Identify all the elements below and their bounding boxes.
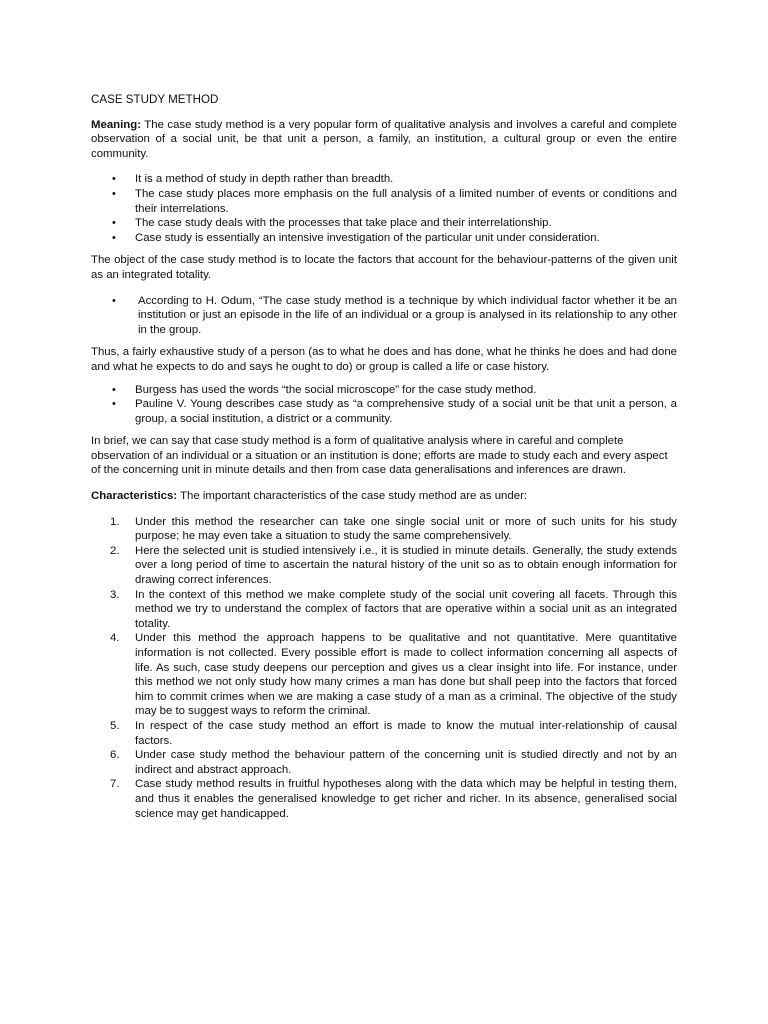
item-text: Under case study method the behaviour pattern of the concerning unit is studied directly and not by an indirect and abstract approach.: [135, 749, 677, 776]
thus-paragraph: Thus, a fairly exhaustive study of a person (as to what he does and has done, what he thinks he does and had done and what he expects to do and says he ought to do) or group is called a life or case history.: [91, 346, 677, 373]
item-number: 2.: [110, 544, 120, 557]
item-text: In the context of this method we make complete study of the social unit covering all facets. Through this method we try to understand the complex of factors that are operative within a social unit as an integrated totality.: [135, 588, 677, 630]
list-item: • Case study is essentially an intensive investigation of the particular unit under consideration.: [91, 231, 677, 246]
object-paragraph: The object of the case study method is to locate the factors that account for the behaviour-patterns of the given unit as an integrated totality.: [91, 254, 677, 281]
list-item: • It is a method of study in depth rather than breadth.: [91, 172, 677, 187]
odum-quote-list: [91, 294, 677, 338]
list-item: [91, 777, 677, 821]
meaning-paragraph: [91, 118, 677, 162]
list-item: [91, 631, 677, 719]
item-text: Case study method results in fruitful hypotheses along with the data which may be helpful in testing them, and thus it enables the generalised knowledge to get richer and richer. In its absence, generalised social science may get handicapped.: [135, 778, 677, 820]
list-item: • Burgess has used the words “the social microscope” for the case study method.: [91, 383, 677, 398]
list-item: • According to H. Odum, “The case study method is a technique by which individual factor whether it be an institution or just an episode in the life of an individual or a group is analysed in its relationship to any other in the group.: [91, 294, 677, 338]
list-item: • The case study places more emphasis on the full analysis of a limited number of events or conditions and their interrelations.: [91, 187, 677, 216]
characteristics-label: Characteristics:: [91, 490, 178, 503]
item-number: 3.: [110, 588, 120, 601]
list-item: [91, 515, 677, 544]
characteristics-text: The important characteristics of the case study method are as under:: [177, 490, 528, 503]
document-body: [91, 93, 677, 821]
item-number: 5.: [110, 719, 120, 732]
item-number: 4.: [110, 632, 120, 645]
document-title: CASE STUDY METHOD: [91, 93, 219, 106]
meaning-text: The case study method is a very popular form of qualitative analysis and involves a careful and complete observation of a social unit, be that unit a person, a family, an institution, a cultural group or even the entire community.: [91, 118, 677, 160]
brief-paragraph: In brief, we can say that case study method is a form of qualitative analysis where in careful and complete observation of an individual or a situation or an institution is done; efforts are made to study each and every aspect of the concerning unit in minute details and then from case data generalisations and inferences are drawn.: [91, 435, 668, 477]
list-item: • The case study deals with the processes that take place and their interrelationship.: [91, 216, 677, 231]
list-item: [91, 719, 677, 748]
item-text: Under this method the researcher can take one single social unit or more of such units for his study purpose; he may even take a situation to study the same comprehensively.: [135, 515, 677, 543]
meaning-label: Meaning:: [91, 118, 141, 131]
definitions-list: [91, 383, 677, 427]
item-number: 7.: [110, 778, 120, 791]
characteristics-list: [91, 515, 677, 821]
key-points-list: [91, 172, 677, 245]
list-item: [91, 588, 677, 632]
item-text: Here the selected unit is studied intensively i.e., it is studied in minute details. Generally, the study extends over a long period of time to ascertain the natural history of the unit so as to obtain enough information for drawing correct inferences.: [135, 544, 677, 587]
characteristics-paragraph: [91, 489, 677, 504]
list-item: [91, 544, 677, 588]
list-item: • Pauline V. Young describes case study as “a comprehensive study of a social unit be that unit a person, a group, a social institution, a district or a community.: [91, 397, 677, 426]
item-text: In respect of the case study method an effort is made to know the mutual inter-relationship of causal factors.: [135, 719, 677, 747]
list-item: [91, 748, 677, 777]
item-number: 1.: [110, 515, 120, 528]
item-text: Under this method the approach happens to be qualitative and not quantitative. Mere quantitative information is not collected. Every possible effort is made to collect information concerning all aspects of life. As such, case study deepens our perception and gives us a clear insight into life. For instance, under this method we not only study how many crimes a man has done but shall peep into the factors that forced him to commit crimes when we are making a case study of a man as a criminal. The objective of the study may be to suggest ways to reform the criminal.: [135, 632, 677, 718]
item-number: 6.: [110, 749, 120, 762]
